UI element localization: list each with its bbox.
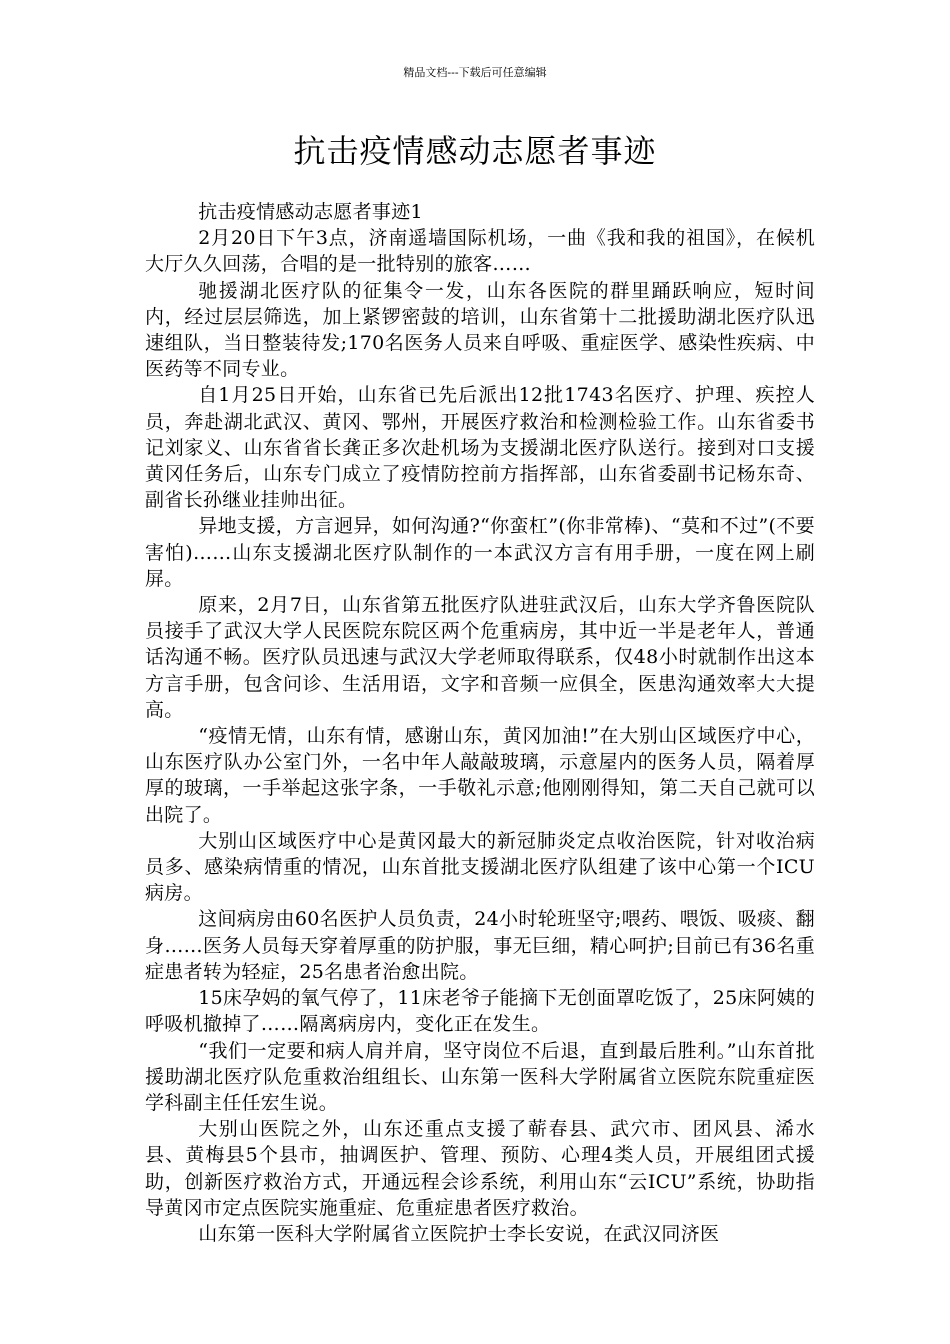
document-title: 抗击疫情感动志愿者事迹 — [293, 132, 657, 170]
paragraph: 15床孕妈的氧气停了，11床老爷子能摘下无创面罩吃饭了，25床阿姨的呼吸机撤掉了……隔离病房内，变化正在发生。 — [145, 987, 815, 1036]
paragraph: 2月20日下午3点，济南遥墙国际机场，一曲《我和我的祖国》，在候机大厅久久回荡，合唱的是一批特别的旅客…… — [145, 227, 815, 276]
header-note: 精品文档---下载后可任意编辑 — [403, 66, 547, 79]
paragraph: “疫情无情，山东有情，感谢山东，黄冈加油!”在大别山区域医疗中心，山东医疗队办公室门外，一名中年人敲敲玻璃，示意屋内的医务人员，隔着厚厚的玻璃，一手举起这张字条，一手敬礼示意;他刚刚得知，第二天自己就可以出院了。 — [145, 725, 815, 826]
paragraph: 大别山区域医疗中心是黄冈最大的新冠肺炎定点收治医院，针对收治病员多、感染病情重的情况，山东首批支援湖北医疗队组建了该中心第一个ICU病房。 — [145, 829, 815, 905]
paragraph: 这间病房由60名医护人员负责，24小时轮班坚守;喂药、喂饭、吸痰、翻身……医务人员每天穿着厚重的防护服，事无巨细，精心呵护;目前已有36名重症患者转为轻症，25名患者治愈出院。 — [145, 908, 815, 983]
paragraph: 大别山医院之外，山东还重点支援了蕲春县、武穴市、团风县、浠水县、黄梅县5个县市，抽调医护、管理、预防、心理4类人员，开展组团式援助，创新医疗救治方式，开通远程会诊系统，利用山东“云ICU”系统，协助指导黄冈市定点医院实施重症、危重症患者医疗救治。 — [145, 1118, 815, 1219]
paragraph: 异地支援，方言迥异，如何沟通?“你蛮杠”(你非常棒)、“莫和不过”(不要害怕)……山东支援湖北医疗队制作的一本武汉方言有用手册，一度在网上刷屏。 — [145, 515, 815, 590]
section-heading: 抗击疫情感动志愿者事迹1 — [198, 201, 423, 223]
paragraph: 驰援湖北医疗队的征集令一发，山东各医院的群里踊跃响应，短时间内，经过层层筛选，加上紧锣密鼓的培训，山东省第十二批援助湖北医疗队迅速组队，当日整装待发;170名医务人员来自呼吸、重症医学、感染性疾病、中医药等不同专业。 — [145, 279, 815, 381]
document-body — [145, 199, 815, 1247]
paragraph: “我们一定要和病人肩并肩，坚守岗位不后退，直到最后胜利。”山东首批援助湖北医疗队危重救治组组长、山东第一医科大学附属省立医院东院重症医学科副主任任宏生说。 — [145, 1039, 815, 1114]
paragraph: 山东第一医科大学附属省立医院护士李长安说，在武汉同济医 — [198, 1222, 720, 1245]
paragraph: 自1月25日开始，山东省已先后派出12批1743名医疗、护理、疾控人员，奔赴湖北武汉、黄冈、鄂州，开展医疗救治和检测检验工作。山东省委书记刘家义、山东省省长龚正多次赴机场为支援湖北医疗队送行。接到对口支援黄冈任务后，山东专门成立了疫情防控前方指挥部，山东省委副书记杨东奇、副省长孙继业挂帅出征。 — [145, 384, 815, 512]
paragraph: 原来，2月7日，山东省第五批医疗队进驻武汉后，山东大学齐鲁医院队员接手了武汉大学人民医院东院区两个危重病房，其中近一半是老年人，普通话沟通不畅。医疗队员迅速与武汉大学老师取得联系，仅48小时就制作出这本方言手册，包含问诊、生活用语，文字和音频一应俱全，医患沟通效率大大提高。 — [145, 594, 815, 721]
